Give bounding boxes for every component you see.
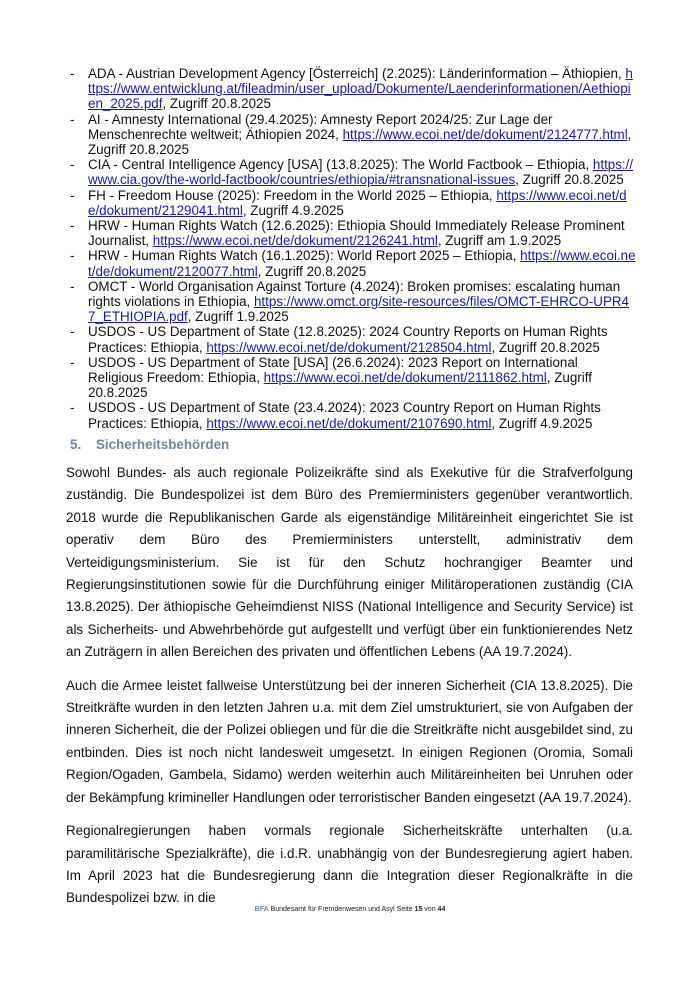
reference-link[interactable]: https://www.ecoi.net/de/dokument/2111862.html: [263, 370, 547, 386]
reference-access-date: , Zugriff 20.8.2025: [491, 339, 600, 355]
section-heading: [70, 437, 229, 452]
reference-item: [66, 188, 636, 218]
reference-link[interactable]: https://www.ecoi.net/de/dokument/2126241.html: [152, 233, 438, 249]
reference-link[interactable]: https://www.ecoi.net/de/dokument/2128504.html: [206, 339, 492, 355]
reference-access-date: , Zugriff 1.9.2025: [187, 309, 289, 325]
reference-access-date: , Zugriff 20.8.2025: [257, 263, 367, 279]
reference-link[interactable]: https://www.omct.org/site-resources/files/OMCT-EHRCO-UPR47_ETHIOPIA.pdf: [88, 294, 629, 325]
reference-item: [66, 279, 636, 325]
reference-access-date: , Zugriff 4.9.2025: [491, 415, 593, 431]
reference-item: [66, 324, 636, 354]
page-number: 15: [414, 906, 423, 913]
reference-text: OMCT - World Organisation Against Torture (4.2024): Broken promises: escalating human rights violations in Ethiopia,: [88, 278, 621, 310]
reference-text: FH - Freedom House (2025): Freedom in the World 2025 – Ethiopia,: [88, 187, 497, 203]
paragraph: Sowohl Bundes- als auch regionale Polizeikräfte sind als Exekutive für die Strafverfolgung zuständig. Die Bundespolizei ist dem Büro des Premierministers gegenüber verantwortlich. 2018 wurde die Republikanischen Garde als eigenständige Militäreinheit eingerichtet Sie ist operativ dem Büro des Premierministers unterstellt, administrativ dem Verteidigungsministerium. Sie ist für den Schutz hochrangiger Beamter und Regierungsinstitutionen sowie für die Durchführung einiger Militäroperationen zuständig (CIA 13.8.2025). Der äthiopische Geheimdienst NISS (National Intelligence and Security Service) ist als Sicherheits- und Abwehrbehörde gut aufgestellt und verfügt über ein funktionierendes Netz an Zuträgern in allen Bereichen des privaten und öffentlichen Lebens (AA 19.7.2024).: [66, 465, 633, 660]
reference-item: [66, 66, 636, 112]
reference-access-date: , Zugriff 20.8.2025: [162, 96, 271, 112]
reference-text: USDOS - US Department of State (23.4.2024): 2023 Country Report on Human Rights Practices: Ethiopia,: [88, 400, 601, 431]
reference-item: [66, 248, 636, 278]
reference-item: [66, 400, 636, 430]
section-title: Sicherheitsbehörden: [96, 437, 230, 452]
page-footer: [0, 906, 700, 913]
reference-access-date: , Zugriff 20.8.2025: [515, 172, 624, 188]
reference-access-date: , Zugriff am 1.9.2025: [437, 233, 562, 249]
reference-list: [66, 66, 636, 431]
dash-bullet: -: [70, 187, 75, 203]
reference-link[interactable]: https://www.entwicklung.at/fileadmin/user_upload/Dokumente/Laenderinformationen/Aethiopien_2025.pdf: [88, 66, 633, 112]
reference-link[interactable]: https://www.ecoi.net/de/dokument/2129041.html: [88, 187, 627, 218]
section-number: 5.: [70, 437, 82, 452]
reference-item: [66, 112, 636, 158]
dash-bullet: -: [70, 66, 75, 81]
page-total: 44: [437, 906, 446, 913]
reference-text: ADA - Austrian Development Agency [Österreich] (2.2025): Länderinformation – Äthiopien,: [88, 66, 626, 81]
reference-item: [66, 157, 636, 187]
paragraph: Regionalregierungen haben vormals regionale Sicherheitskräfte unterhalten (u.a. paramilitärische Spezialkräfte), die i.d.R. unabhängig von der Bundesregierung agiert haben. Im April 2023 hat die Bundesregierung dann die Integration dieser Regionalkräfte in die Bundespolizei bzw. in die: [66, 823, 633, 906]
dash-bullet: -: [70, 111, 75, 127]
footer-text: Bundesamt für Fremdenwesen und Asyl Seite: [268, 906, 415, 913]
reference-text: CIA - Central Intelligence Agency [USA] (13.8.2025): The World Factbook – Ethiopia,: [88, 157, 593, 173]
dash-bullet: -: [70, 324, 75, 340]
reference-link[interactable]: https://www.ecoi.net/de/dokument/2107690.html: [206, 415, 492, 431]
reference-access-date: , Zugriff 20.8.2025: [88, 370, 592, 401]
reference-text: USDOS - US Department of State [USA] (26.6.2024): 2023 Report on International Religious Freedom: Ethiopia,: [88, 354, 578, 386]
reference-link[interactable]: https://www.ecoi.net/de/dokument/2124777.html: [342, 126, 628, 142]
dash-bullet: -: [70, 278, 75, 294]
reference-item: [66, 355, 636, 401]
reference-text: USDOS - US Department of State (12.8.2025): 2024 Country Reports on Human Rights Practices: Ethiopia,: [88, 324, 608, 355]
paragraph: Auch die Armee leistet fallweise Unterstützung bei der inneren Sicherheit (CIA 13.8.2025). Die Streitkräfte wurden in den letzten Jahren u.a. mit dem Ziel umstrukturiert, sie von Aufgaben der inneren Sicherheit, die der Polizei obliegen und für die die Streitkräfte nicht ausgebildet sind, zu entbinden. Dies ist noch nicht landesweit umgesetzt. In einigen Regionen (Oromia, Somali Region/Ogaden, Gambela, Sidamo) werden weiterhin auch Militäreinheiten bei Unruhen oder der Bekämpfung krimineller Handlungen oder terroristischer Banden eingesetzt (AA 19.7.2024).: [66, 677, 633, 805]
reference-text: HRW - Human Rights Watch (12.6.2025): Ethiopia Should Immediately Release Prominent Journalist,: [88, 218, 625, 249]
body-text: [66, 462, 633, 921]
dash-bullet: -: [70, 218, 75, 234]
reference-access-date: , Zugriff 4.9.2025: [242, 202, 344, 218]
reference-text: HRW - Human Rights Watch (16.1.2025): World Report 2025 – Ethiopia,: [88, 248, 521, 264]
reference-text: AI - Amnesty International (29.4.2025): Amnesty Report 2024/25: Zur Lage der Menschenrechte weltweit; Äthiopien 2024,: [88, 111, 553, 142]
reference-item: [66, 218, 636, 248]
dash-bullet: -: [70, 248, 75, 264]
dash-bullet: -: [70, 400, 75, 416]
footer-of: von: [422, 906, 438, 913]
reference-link[interactable]: https://www.cia.gov/the-world-factbook/countries/ethiopia/#transnational-issues: [88, 157, 634, 188]
footer-brand: BFA: [254, 906, 269, 913]
dash-bullet: -: [70, 157, 75, 173]
dash-bullet: -: [70, 354, 75, 370]
reference-access-date: , Zugriff 20.8.2025: [88, 126, 632, 158]
reference-link[interactable]: https://www.ecoi.net/de/dokument/2120077.html: [88, 248, 636, 279]
